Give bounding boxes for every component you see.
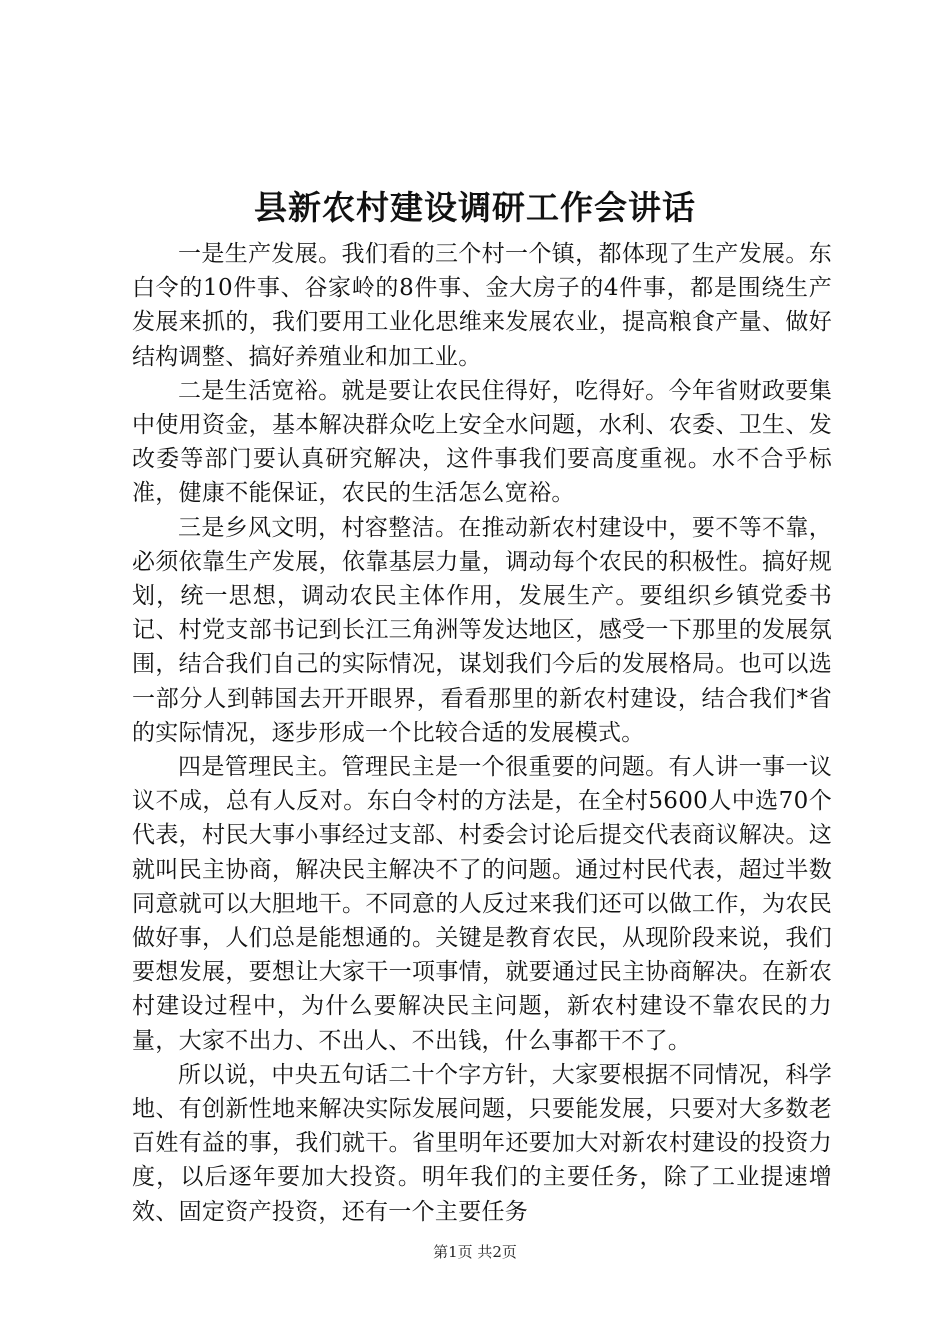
document-body [132, 237, 832, 1229]
paragraph-democracy: 四是管理民主。管理民主是一个很重要的问题。有人讲一事一议议不成，总有人反对。东白令村的方法是，在全村5600人中选70个代表，村民大事小事经过支部、村委会讨论后提交代表商议解决。这就叫民主协商，解决民主解决不了的问题。通过村民代表，超过半数同意就可以大胆地干。不同意的人反过来我们还可以做工作，为农民做好事，人们总是能想通的。关键是教育农民，从现阶段来说，我们要想发展，要想让大家干一项事情，就要通过民主协商解决。在新农村建设过程中，为什么要解决民主问题，新农村建设不靠农民的力量，大家不出力、不出人、不出钱，什么事都干不了。 [132, 754, 832, 1054]
paragraph-conclusion: 所以说，中央五句话二十个字方针，大家要根据不同情况，科学地、有创新性地来解决实际发展问题，只要能发展，只要对大多数老百姓有益的事，我们就干。省里明年还要加大对新农村建设的投资力度，以后逐年要加大投资。明年我们的主要任务，除了工业提速增效、固定资产投资，还有一个主要任务 [132, 1061, 832, 1225]
document-title: 县新农村建设调研工作会讲话 [254, 188, 696, 227]
paragraph-living: 二是生活宽裕。就是要让农民住得好，吃得好。今年省财政要集中使用资金，基本解决群众吃上安全水问题，水利、农委、卫生、发改委等部门要认真研究解决，这件事我们要高度重视。水不合乎标准，健康不能保证，农民的生活怎么宽裕。 [132, 377, 832, 507]
page-number-footer: 第1页 共2页 [433, 1243, 517, 1261]
paragraph-production: 一是生产发展。我们看的三个村一个镇，都体现了生产发展。东白令的10件事、谷家岭的8件事、金大房子的4件事，都是围绕生产发展来抓的，我们要用工业化思维来发展农业，提高粮食产量、做好结构调整、搞好养殖业和加工业。 [132, 241, 832, 370]
paragraph-civilization: 三是乡风文明，村容整洁。在推动新农村建设中，要不等不靠，必须依靠生产发展，依靠基层力量，调动每个农民的积极性。搞好规划，统一思想，调动农民主体作用，发展生产。要组织乡镇党委书记、村党支部书记到长江三角洲等发达地区，感受一下那里的发展氛围，结合我们自己的实际情况，谋划我们今后的发展格局。也可以选一部分人到韩国去开开眼界，看看那里的新农村建设，结合我们*省的实际情况，逐步形成一个比较合适的发展模式。 [132, 514, 832, 746]
